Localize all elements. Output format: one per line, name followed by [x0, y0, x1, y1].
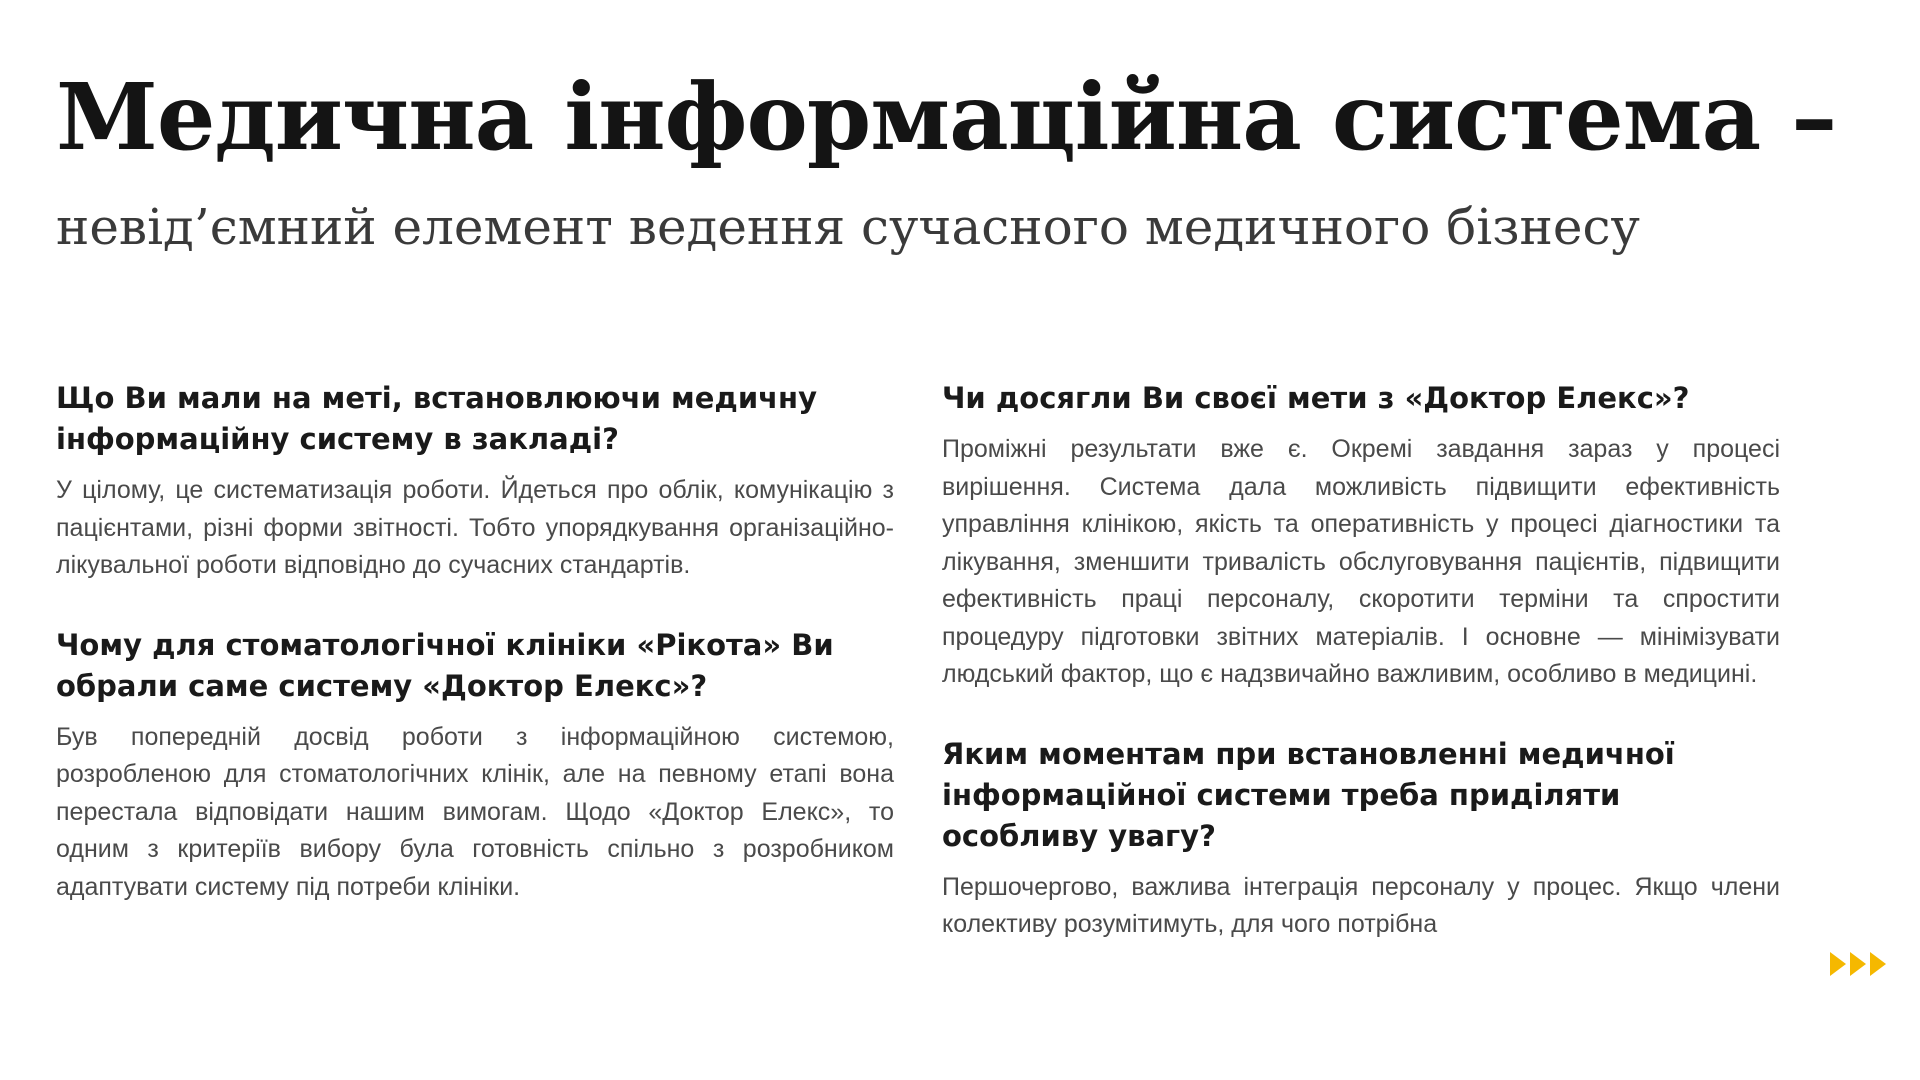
right-column — [942, 378, 1780, 984]
question: Чому для стоматологічної клініки «Рікота» Ви обрали саме систему «Доктор Елекс»? — [56, 627, 834, 703]
question: Що Ви мали на меті, встановлюючи медичну інформаційну систему в закладі? — [56, 381, 817, 456]
qa-block — [942, 734, 1780, 944]
page-title: Медична інформаційна система – — [56, 63, 1837, 171]
left-column — [56, 378, 894, 946]
answer: Проміжні результати вже є. Окремі завдання зараз у процесі вирішення. Система дала можливість підвищити ефективність управління клінікою, якість та оперативність у процесі діагностики та лікування, зменшити тривалість обслуговування пацієнтів, підвищити ефективність праці персоналу, скоротити терміни та спростити процедуру підготовки звітних матеріалів. І основне — мінімізувати людський фактор, що є надзвичайно важливим, особливо в медицині. — [942, 435, 1780, 688]
answer: Першочергово, важлива інтеграція персоналу у процес. Якщо члени колективу розумітимуть, для чого потрібна — [942, 872, 1780, 938]
chevron-right-icon — [1850, 952, 1866, 976]
question: Яким моментам при встановленні медичної інформаційної системи треба приділяти особливу увагу? — [942, 736, 1675, 853]
answer: Був попередній досвід роботи з інформаційною системою, розробленою для стоматологічних клінік, але на певному етапі вона перестала відповідати нашим вимогам. Щодо «Доктор Елекс», то одним з критеріїв вибору була готовність спільно з розробником адаптувати систему під потреби клініки. — [56, 722, 894, 901]
answer: У цілому, це систематизація роботи. Йдеться про облік, комунікацію з пацієнтами, різні форми звітності. Тобто упорядкування організаційно-лікувальної роботи відповідно до сучасних стандартів. — [56, 476, 894, 579]
question: Чи досягли Ви своєї мети з «Доктор Елекс»? — [942, 381, 1690, 415]
page-subtitle: невід’ємний елемент ведення сучасного медичного бізнесу — [56, 198, 1640, 256]
qa-block — [56, 625, 894, 907]
chevron-right-icon — [1830, 952, 1846, 976]
next-page-icon[interactable] — [1830, 952, 1886, 976]
qa-block — [56, 378, 894, 585]
qa-block — [942, 378, 1780, 694]
chevron-right-icon — [1870, 952, 1886, 976]
